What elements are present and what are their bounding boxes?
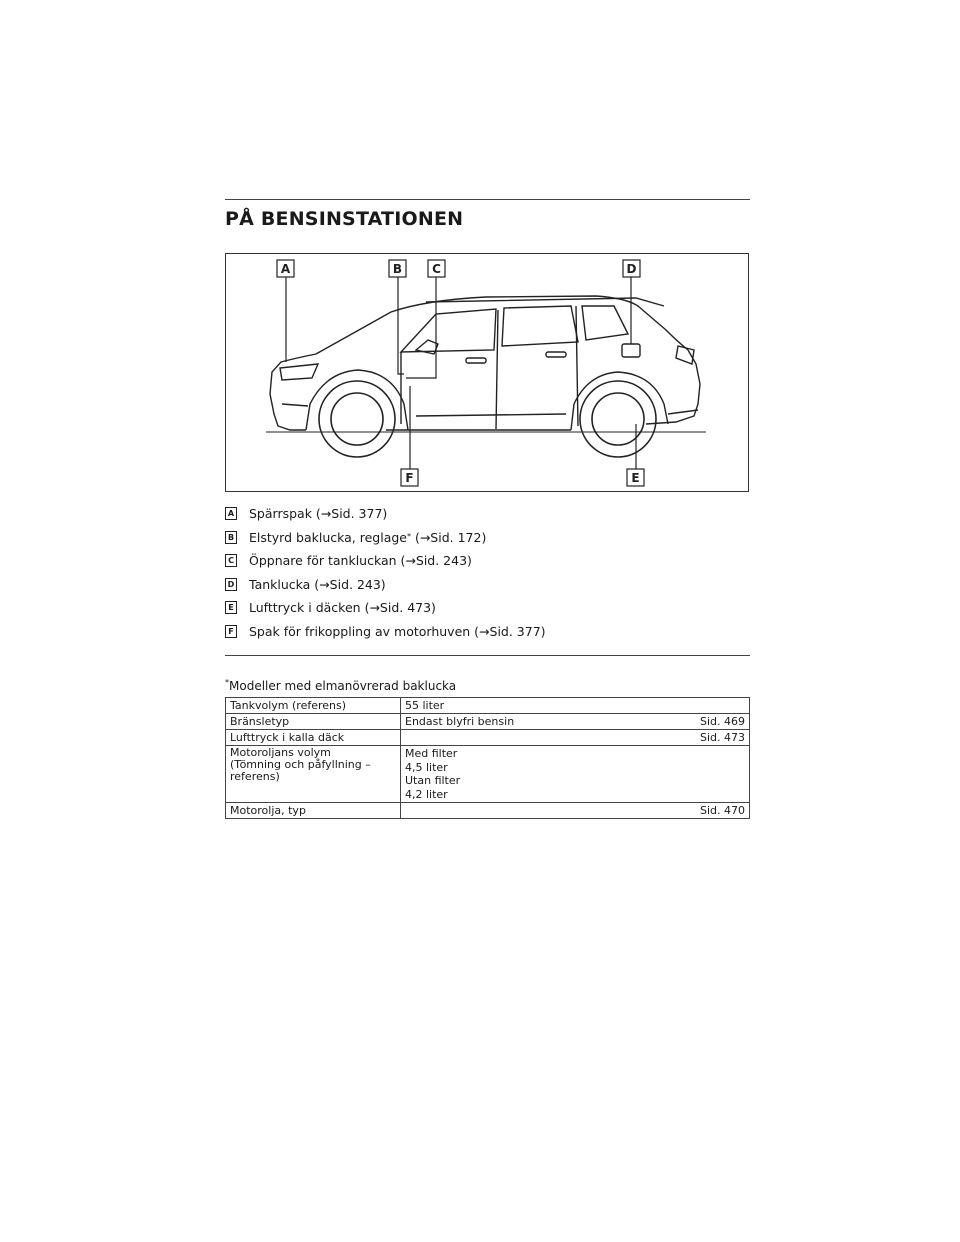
page-reference[interactable]: Sid. 470 xyxy=(699,804,745,817)
spec-value-cell xyxy=(401,714,750,730)
spec-value-cell xyxy=(401,730,750,746)
callout-badge: E xyxy=(225,601,237,614)
callout-label-a xyxy=(277,260,294,277)
callout-label-b xyxy=(389,260,406,277)
label-b-text: B xyxy=(392,262,403,276)
spec-value-line: 4,2 liter xyxy=(405,787,448,801)
top-rule xyxy=(225,199,750,200)
table-row xyxy=(226,730,750,746)
spec-value: Endast blyfri bensin xyxy=(405,715,515,728)
table-row xyxy=(226,746,750,803)
callout-text: Öppnare för tankluckan (→Sid. 243) xyxy=(249,553,472,569)
page-reference[interactable]: Sid. 469 xyxy=(699,715,745,728)
callout-text-ref: (→Sid. 172) xyxy=(410,529,487,545)
callout-text: Spärrspak (→Sid. 377) xyxy=(249,506,388,522)
callout-badge: C xyxy=(225,554,237,567)
callout-badge: F xyxy=(225,625,237,638)
callout-text: Tanklucka (→Sid. 243) xyxy=(249,576,386,592)
spec-label: Motorolja, typ xyxy=(226,803,401,819)
callout-item-a xyxy=(225,502,750,526)
spec-table xyxy=(225,697,750,819)
callout-item-b: B Elstyrd baklucka, reglage * (→Sid. 172) xyxy=(225,526,750,550)
callout-badge: D xyxy=(225,578,237,591)
footnote-marker: * xyxy=(225,678,229,687)
callout-item-d xyxy=(225,573,750,597)
spec-value-cell xyxy=(401,803,750,819)
page-reference[interactable]: Sid. 473 xyxy=(699,731,745,744)
page-title: PÅ BENSINSTATIONEN xyxy=(225,208,464,230)
label-c-text: C xyxy=(432,262,441,276)
callout-label-c xyxy=(428,260,445,277)
callout-badge: A xyxy=(225,507,237,520)
spec-value-cell xyxy=(401,698,750,714)
label-d-text: D xyxy=(626,262,637,276)
spec-label: Bränsletyp xyxy=(226,714,401,730)
footnote-text: Modeller med elmanövrerad baklucka xyxy=(229,679,457,693)
spec-label-line: (Tömning och påfyllning – xyxy=(230,758,371,771)
leader-lines xyxy=(286,276,636,469)
section-divider xyxy=(225,655,750,656)
callout-item-e xyxy=(225,596,750,620)
callout-item-c xyxy=(225,549,750,573)
table-row xyxy=(226,803,750,819)
spec-value-cell xyxy=(401,746,750,803)
label-f-text: F xyxy=(405,471,414,485)
callout-list xyxy=(225,502,750,643)
callout-text: Elstyrd baklucka, reglage xyxy=(249,529,407,545)
callout-label-e xyxy=(627,469,644,486)
callout-text: Spak för frikoppling av motorhuven (→Sid. 377) xyxy=(249,623,546,639)
callout-item-f xyxy=(225,620,750,644)
spec-value-line: Med filter xyxy=(405,747,458,760)
car-body xyxy=(270,296,700,430)
spec-value-line: 4,5 liter xyxy=(405,760,448,774)
car-side-illustration xyxy=(225,253,749,492)
label-a-text: A xyxy=(280,262,291,276)
spec-label xyxy=(226,746,401,803)
callout-text: Lufttryck i däcken (→Sid. 473) xyxy=(249,600,436,616)
callout-label-f xyxy=(401,469,418,486)
callout-label-d xyxy=(623,260,640,277)
spec-label-line: referens) xyxy=(230,770,280,783)
car-svg xyxy=(226,254,750,493)
table-row xyxy=(226,714,750,730)
spec-label: Tankvolym (referens) xyxy=(226,698,401,714)
label-e-text: E xyxy=(631,471,640,485)
table-row xyxy=(226,698,750,714)
footnote xyxy=(225,678,456,693)
spec-label: Lufttryck i kalla däck xyxy=(226,730,401,746)
spec-label-line: Motoroljans volym xyxy=(230,746,331,759)
spec-value: 55 liter xyxy=(405,699,445,712)
wheels xyxy=(319,381,656,457)
callout-labels xyxy=(277,260,644,486)
callout-badge: B xyxy=(225,531,237,544)
spec-value-line: Utan filter xyxy=(405,774,461,787)
